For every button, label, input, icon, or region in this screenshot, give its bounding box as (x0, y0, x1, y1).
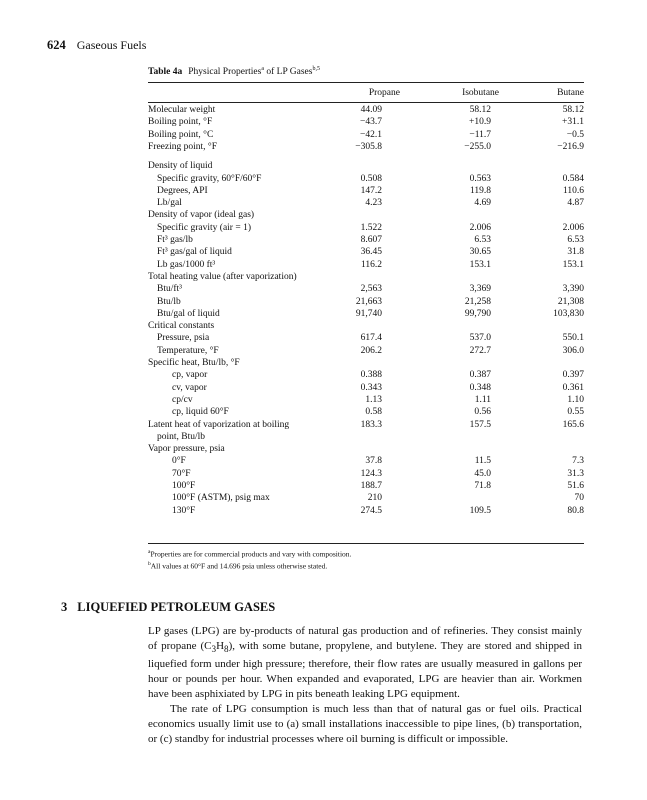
running-title: Gaseous Fuels (76, 38, 147, 52)
table-title-rest: of LP Gases (264, 67, 313, 78)
row-label: cp, vapor (172, 370, 208, 381)
row-label: 130°F (172, 505, 196, 516)
cell-propane: 617.4 (360, 333, 382, 344)
cell-isobutane: 109.5 (469, 505, 491, 516)
cell-propane: 206.2 (360, 345, 382, 356)
table-row (148, 116, 584, 129)
table-row (148, 443, 584, 456)
cell-propane: 21,663 (355, 296, 382, 307)
section-heading (61, 600, 275, 615)
cell-butane: 31.3 (567, 468, 584, 479)
row-label: Total heating value (after vaporization) (148, 271, 297, 282)
cell-propane: 0.58 (365, 407, 382, 418)
row-label: Density of liquid (148, 161, 213, 172)
row-label: Lb gas/1000 ft³ (157, 259, 216, 270)
cell-isobutane: 157.5 (469, 419, 491, 430)
table-label: Table 4a (148, 67, 183, 78)
table-row (148, 419, 584, 432)
row-label: 100°F (ASTM), psig max (172, 493, 270, 504)
cell-butane: 306.0 (562, 345, 584, 356)
cell-propane: −42.1 (360, 129, 382, 140)
table-row (148, 369, 584, 382)
cell-isobutane: 11.5 (474, 456, 491, 467)
row-label: Btu/lb (157, 296, 181, 307)
cell-isobutane: 71.8 (474, 481, 491, 491)
cell-butane: 80.8 (567, 505, 584, 516)
cell-butane: −216.9 (557, 141, 584, 152)
table-row (148, 271, 584, 284)
row-label: point, Btu/lb (157, 431, 206, 442)
table-row (148, 222, 584, 235)
table-row (148, 455, 584, 468)
cell-butane: 0.55 (567, 407, 584, 418)
row-label: 0°F (172, 456, 186, 467)
column-header-isobutane: Isobutane (462, 88, 499, 98)
table-row (148, 332, 584, 345)
cell-propane: 1.522 (360, 222, 382, 233)
cell-butane: 0.361 (562, 382, 584, 393)
cell-butane: 3,390 (562, 284, 584, 295)
row-label: Btu/gal of liquid (157, 308, 220, 319)
table-row (148, 505, 584, 518)
cell-isobutane: 0.56 (474, 407, 491, 418)
page-number: 624 (47, 38, 66, 52)
paragraph-2: The rate of LPG consumption is much less than that of natural gas or fuel oils. Practical economics usually limit use to (a) small installations inaccessible to pipe lines, (b) transportation, or (c) standby for industrial processes where oil burning is difficult or impossible. (148, 703, 582, 746)
cell-butane: 165.6 (562, 419, 584, 430)
table-row (148, 320, 584, 333)
table-row (148, 185, 584, 198)
cell-propane: 0.388 (360, 370, 382, 381)
row-label: Specific heat, Btu/lb, °F (148, 358, 240, 368)
cell-isobutane: +10.9 (469, 117, 491, 128)
table-row (148, 382, 584, 395)
row-label: Specific gravity, 60°F/60°F (157, 173, 262, 184)
cell-butane: 110.6 (562, 185, 584, 196)
cell-isobutane: −11.7 (469, 129, 491, 140)
cell-propane: 0.508 (360, 173, 382, 184)
table-row (148, 197, 584, 210)
row-label: Pressure, psia (157, 333, 210, 344)
cell-isobutane: 537.0 (469, 333, 491, 344)
table-caption (148, 66, 320, 77)
row-label: Critical constants (148, 321, 215, 332)
table-title-sup-a: a (261, 66, 264, 72)
cell-isobutane: 21,258 (464, 296, 491, 307)
cell-propane: 36.45 (360, 247, 382, 258)
cell-butane: 51.6 (567, 481, 584, 491)
footnote-b: $^b$All values at 60°F and 14.696 psia unless otherwise stated. (148, 561, 328, 571)
cell-butane: 550.1 (562, 333, 584, 344)
table-row (148, 141, 584, 154)
table-row (148, 394, 584, 407)
cell-isobutane: 0.348 (469, 382, 491, 393)
cell-propane: 183.3 (360, 419, 382, 430)
cell-propane: 210 (367, 493, 382, 504)
cell-butane: 1.10 (567, 394, 584, 405)
table-row (148, 246, 584, 259)
row-label: Vapor pressure, psia (148, 444, 225, 455)
table-row (148, 283, 584, 296)
cell-propane: 1.13 (365, 394, 382, 405)
cell-propane: 116.2 (360, 259, 382, 270)
column-header-butane: Butane (557, 88, 584, 98)
table-title-sup-b: b,5 (312, 66, 320, 72)
footnote-a: $^a$Properties are for commercial products and vary with composition. (148, 549, 352, 559)
cell-isobutane: 4.69 (474, 198, 491, 209)
row-label: Lb/gal (157, 198, 182, 209)
cell-butane: 2.006 (562, 222, 584, 233)
cell-propane: 124.3 (360, 468, 382, 479)
cell-isobutane: 0.387 (469, 370, 491, 381)
cell-propane: 37.8 (365, 456, 382, 467)
cell-propane: 188.7 (360, 481, 382, 491)
cell-butane: 70 (574, 493, 584, 504)
cell-isobutane: 1.11 (474, 394, 491, 405)
table-row (148, 160, 584, 173)
row-label: Ft³ gas/lb (157, 235, 193, 245)
row-label: 100°F (172, 481, 196, 491)
cell-butane: 4.87 (567, 198, 584, 209)
row-label: Molecular weight (148, 105, 216, 115)
row-label: Specific gravity (air = 1) (157, 222, 251, 233)
table-top-rule (148, 82, 584, 83)
column-header-propane: Propane (368, 88, 400, 98)
cell-butane: 7.3 (572, 456, 584, 467)
cell-propane: 274.5 (360, 505, 382, 516)
table-row (148, 308, 584, 321)
cell-isobutane: 2.006 (469, 222, 491, 233)
cell-butane: 153.1 (562, 259, 584, 270)
row-label: Ft³ gas/gal of liquid (157, 247, 232, 258)
cell-butane: 31.8 (567, 247, 584, 258)
table-row (148, 492, 584, 505)
table-row (148, 104, 584, 117)
cell-propane: −305.8 (355, 141, 382, 152)
cell-isobutane: −255.0 (464, 141, 491, 152)
row-label: Degrees, API (157, 185, 208, 196)
cell-isobutane: 119.8 (469, 185, 491, 196)
table-row (148, 173, 584, 186)
table-row (148, 296, 584, 309)
cell-butane: 0.397 (562, 370, 584, 381)
cell-butane: 6.53 (567, 235, 584, 245)
row-label: Density of vapor (ideal gas) (148, 210, 255, 221)
row-label: Boiling point, °C (148, 129, 214, 140)
cell-isobutane: 99,790 (464, 308, 491, 319)
row-label: cp/cv (172, 394, 193, 405)
cell-propane: 44.09 (360, 105, 382, 115)
section-number: 3 (61, 600, 68, 614)
table-row (148, 480, 584, 493)
row-label: cp, liquid 60°F (172, 407, 229, 418)
cell-propane: 4.23 (365, 198, 382, 209)
paragraph-1: LP gases (LPG) are by-products of natural gas production and of refineries. They consist mainly of propane $(C_3H_8)$, with some butane, propylene, and butylene. They are stored and shipped in liquefied form under high pressure; therefore, their flow rates are usually measured in gallons per hour or pounds per hour. When expanded and evaporated, LPG are heavier than air. Workmen have been asphixiated by LPG in pits beneath leaking LPG equipment. (148, 625, 583, 701)
cell-isobutane: 153.1 (469, 259, 491, 270)
page-header (47, 38, 146, 53)
cell-propane: 0.343 (360, 382, 382, 393)
section-title: LIQUEFIED PETROLEUM GASES (77, 600, 276, 614)
table-row (148, 209, 584, 222)
table-row (148, 357, 584, 370)
cell-isobutane: 45.0 (474, 468, 491, 479)
cell-propane: −43.7 (360, 117, 382, 128)
cell-butane: 103,830 (553, 308, 584, 319)
cell-isobutane: 272.7 (469, 345, 491, 356)
cell-butane: 21,308 (557, 296, 584, 307)
cell-isobutane: 30.65 (469, 247, 491, 258)
row-label: Boiling point, °F (148, 117, 213, 128)
cell-butane: 58.12 (562, 105, 584, 115)
table-bottom-rule (148, 543, 584, 544)
cell-propane: 2,563 (360, 284, 382, 295)
cell-isobutane: 3,369 (469, 284, 491, 295)
table-row (148, 431, 584, 444)
row-label: Btu/ft³ (157, 284, 183, 295)
table-row (148, 345, 584, 358)
row-label: cv, vapor (172, 382, 207, 393)
table-title: Physical Properties (188, 67, 262, 78)
cell-isobutane: 0.563 (469, 173, 491, 184)
cell-propane: 91,740 (355, 308, 382, 319)
table-row (148, 468, 584, 481)
table-row (148, 234, 584, 247)
cell-isobutane: 6.53 (474, 235, 491, 245)
table-header-rule (148, 102, 584, 103)
table-row (148, 259, 584, 272)
table-row (148, 406, 584, 419)
cell-butane: 0.584 (562, 173, 584, 184)
row-label: 70°F (172, 468, 191, 479)
row-label: Temperature, °F (157, 345, 219, 356)
row-label: Freezing point, °F (148, 141, 217, 152)
cell-isobutane: 58.12 (469, 105, 491, 115)
cell-propane: 8.607 (360, 235, 382, 245)
row-label: Latent heat of vaporization at boiling (148, 419, 290, 430)
cell-propane: 147.2 (360, 185, 382, 196)
table-row (148, 129, 584, 142)
body-text (148, 624, 582, 747)
cell-butane: −0.5 (566, 129, 584, 140)
cell-butane: +31.1 (562, 117, 584, 128)
